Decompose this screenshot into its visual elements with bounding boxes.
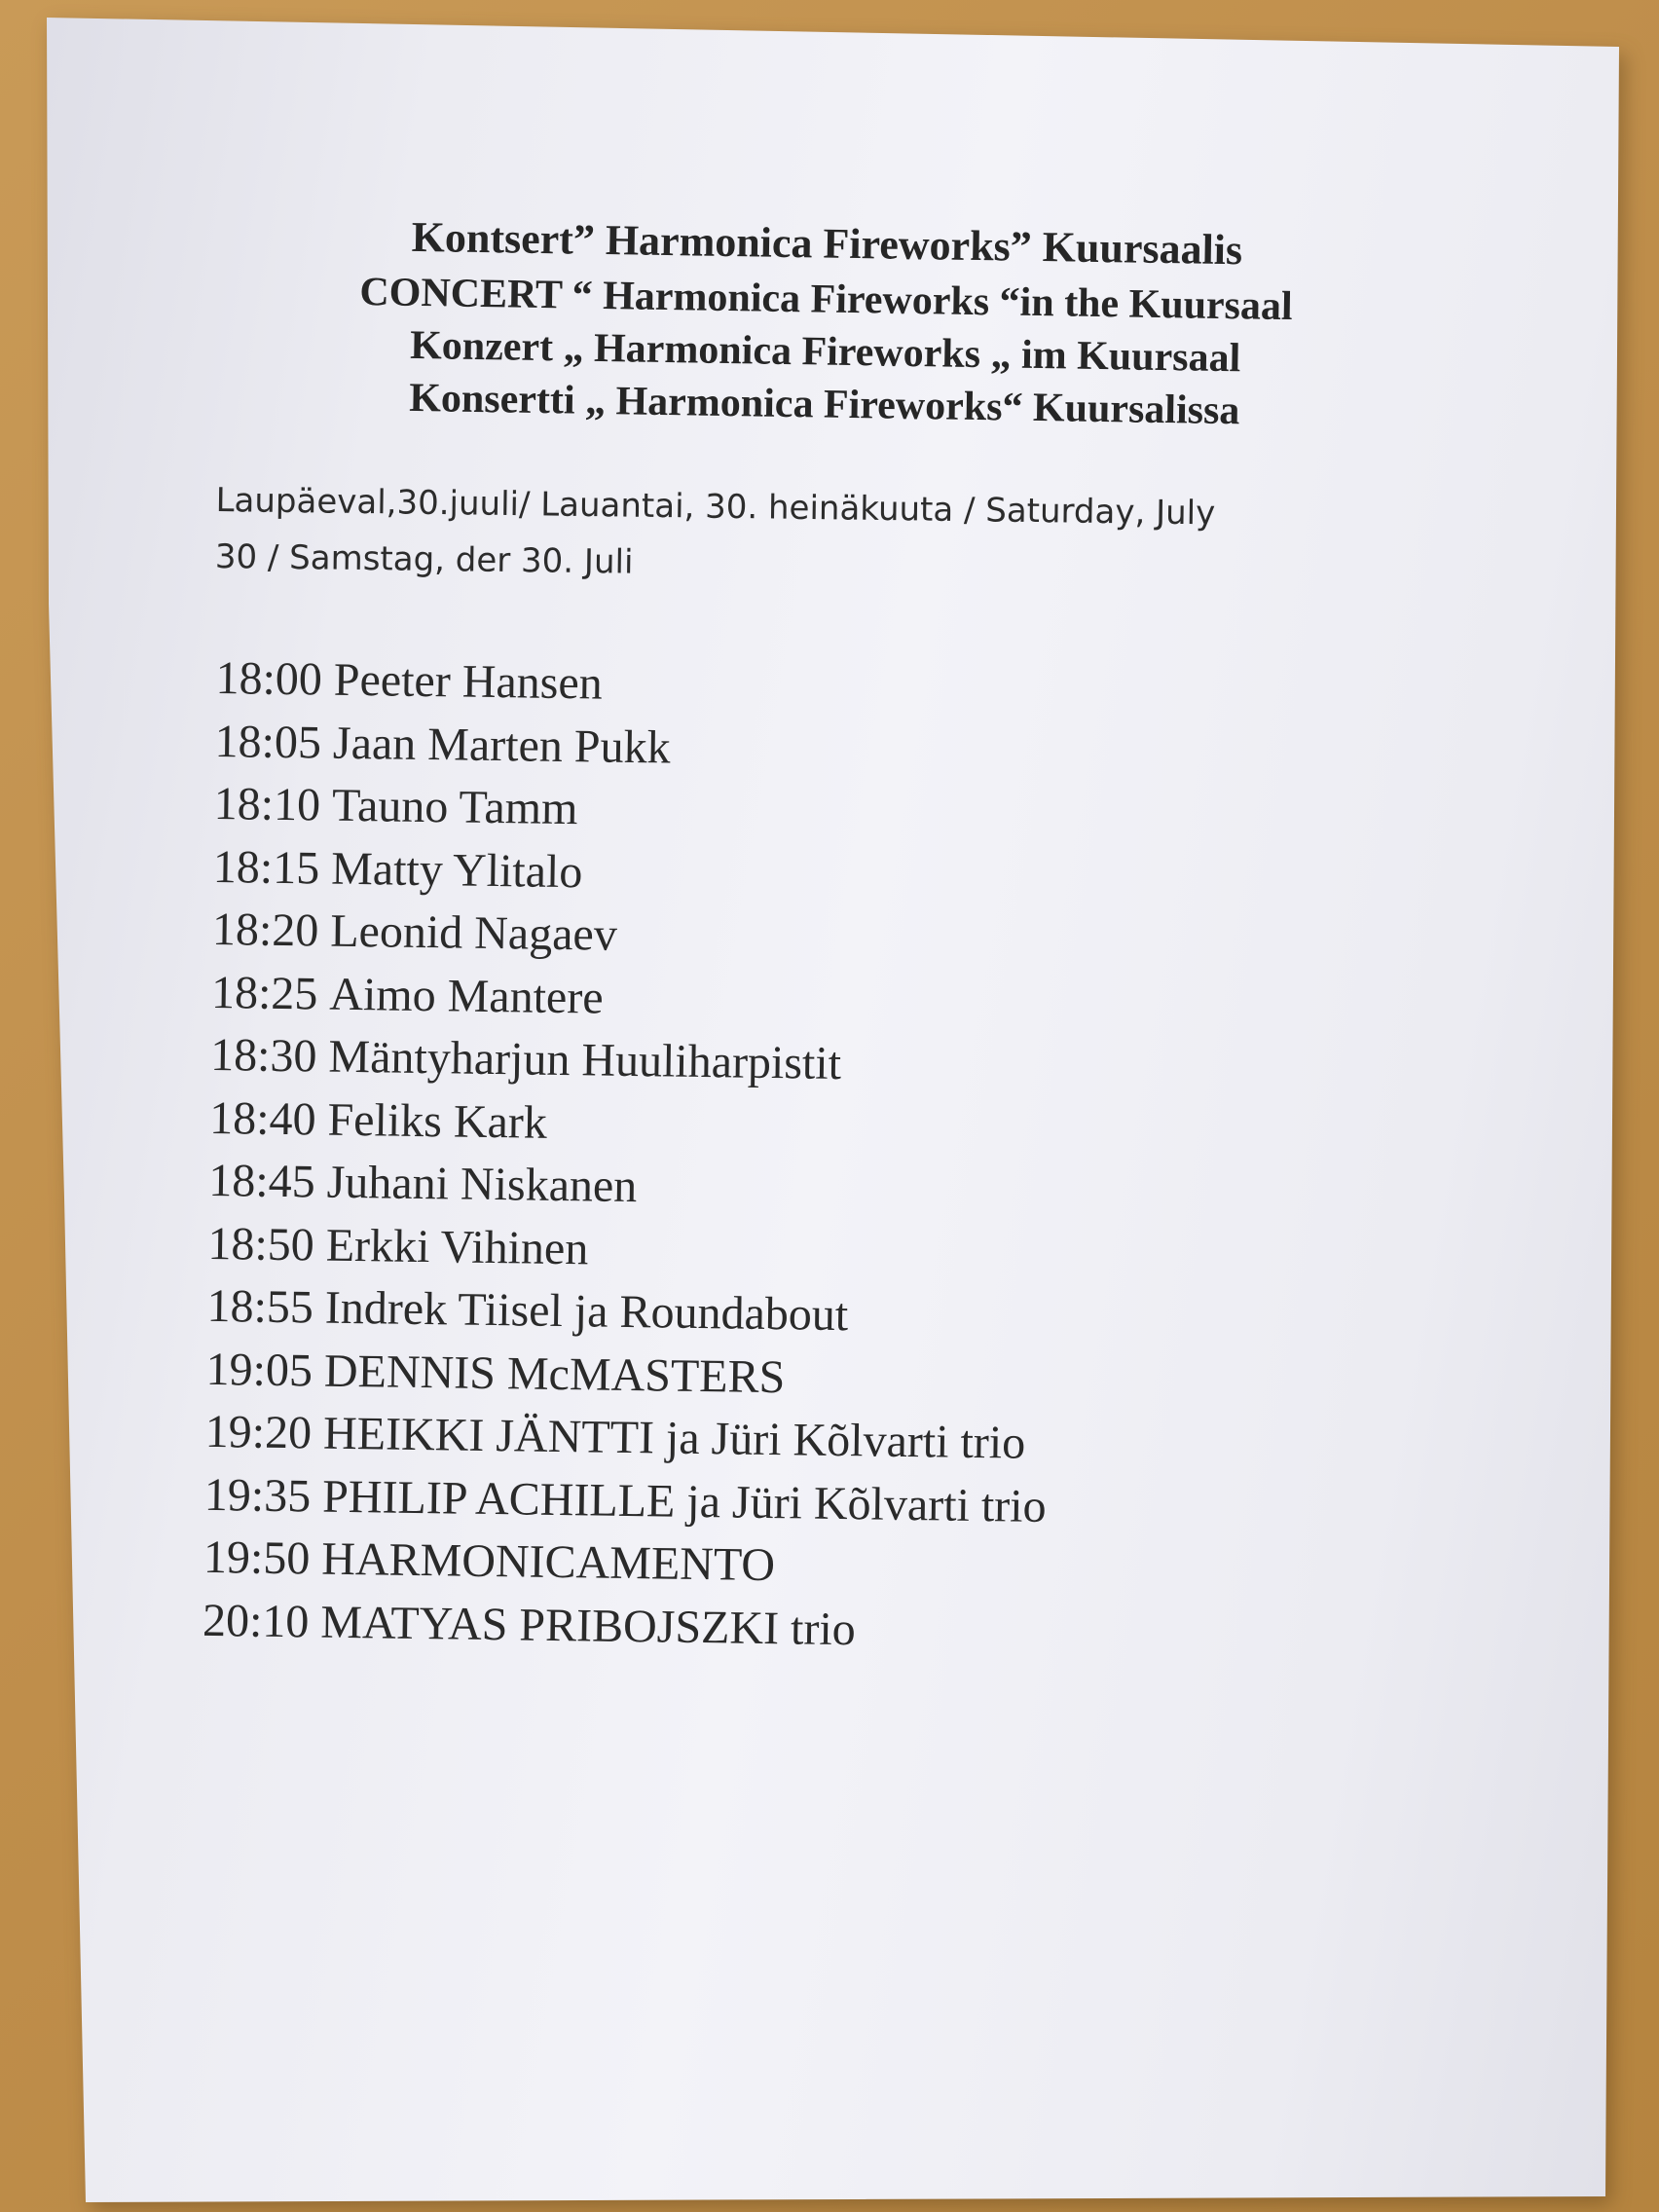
performer-name: PHILIP ACHILLE ja Jüri Kõlvarti trio — [321, 1470, 1047, 1532]
slot-time: 19:50 — [203, 1530, 311, 1585]
slot-time: 18:25 — [210, 966, 318, 1019]
slot-time: 18:15 — [212, 840, 320, 895]
performer-name: Mäntyharjun Huuliharpistit — [328, 1030, 842, 1090]
slot-time: 18:20 — [211, 903, 319, 957]
performer-name: Feliks Kark — [327, 1093, 548, 1149]
performer-name: Aimo Mantere — [329, 968, 604, 1024]
performer-name: Juhani Niskanen — [326, 1156, 638, 1213]
slot-time: 18:50 — [207, 1217, 315, 1271]
poster-headings — [230, 204, 1420, 441]
date-line: 30 / Samstag, der 30. Juli — [214, 536, 634, 582]
slot-time: 18:30 — [209, 1028, 317, 1083]
slot-time: 20:10 — [202, 1594, 310, 1647]
heading-estonian: Kontsert” Harmonica Fireworks” Kuursaalis — [411, 212, 1243, 275]
slot-time: 19:20 — [204, 1405, 313, 1459]
performance-schedule — [203, 647, 1287, 1667]
performer-name: Erkki Vihinen — [325, 1219, 589, 1274]
performer-name: HEIKKI JÄNTTI ja Jüri Kõlvarti trio — [322, 1407, 1026, 1469]
slot-time: 18:00 — [215, 651, 323, 706]
slot-time: 18:55 — [206, 1279, 314, 1334]
slot-time: 18:45 — [207, 1154, 316, 1208]
slot-time: 19:05 — [205, 1343, 313, 1396]
slot-time: 18:40 — [208, 1091, 316, 1145]
performer-name: Matty Ylitalo — [330, 842, 583, 898]
date-line: Laupäeval,30.juuli/ Lauantai, 30. heinäkuuta / Saturday, July — [215, 480, 1216, 534]
slot-time: 19:35 — [203, 1468, 312, 1522]
performer-name: Peeter Hansen — [333, 653, 604, 710]
performer-name: HARMONICAMENTO — [320, 1532, 776, 1592]
slot-time: 18:10 — [213, 777, 321, 831]
heading-english: CONCERT “ Harmonica Fireworks “in the Kuursaal — [359, 270, 1294, 330]
performer-name: Indrek Tiisel ja Roundabout — [324, 1281, 849, 1342]
performer-name: MATYAS PRIBOJSZKI trio — [320, 1596, 857, 1655]
heading-finnish: Konsertti „ Harmonica Fireworks“ Kuursalissa — [408, 375, 1240, 434]
performer-name: Jaan Marten Pukk — [332, 717, 671, 774]
heading-german: Konzert „ Harmonica Fireworks „ im Kuursaal — [409, 322, 1241, 382]
performer-name: Leonid Nagaev — [329, 904, 618, 961]
performer-name: DENNIS McMASTERS — [323, 1345, 786, 1403]
event-date — [214, 472, 1442, 601]
slot-time: 18:05 — [214, 715, 322, 769]
performer-name: Tauno Tamm — [331, 779, 578, 835]
